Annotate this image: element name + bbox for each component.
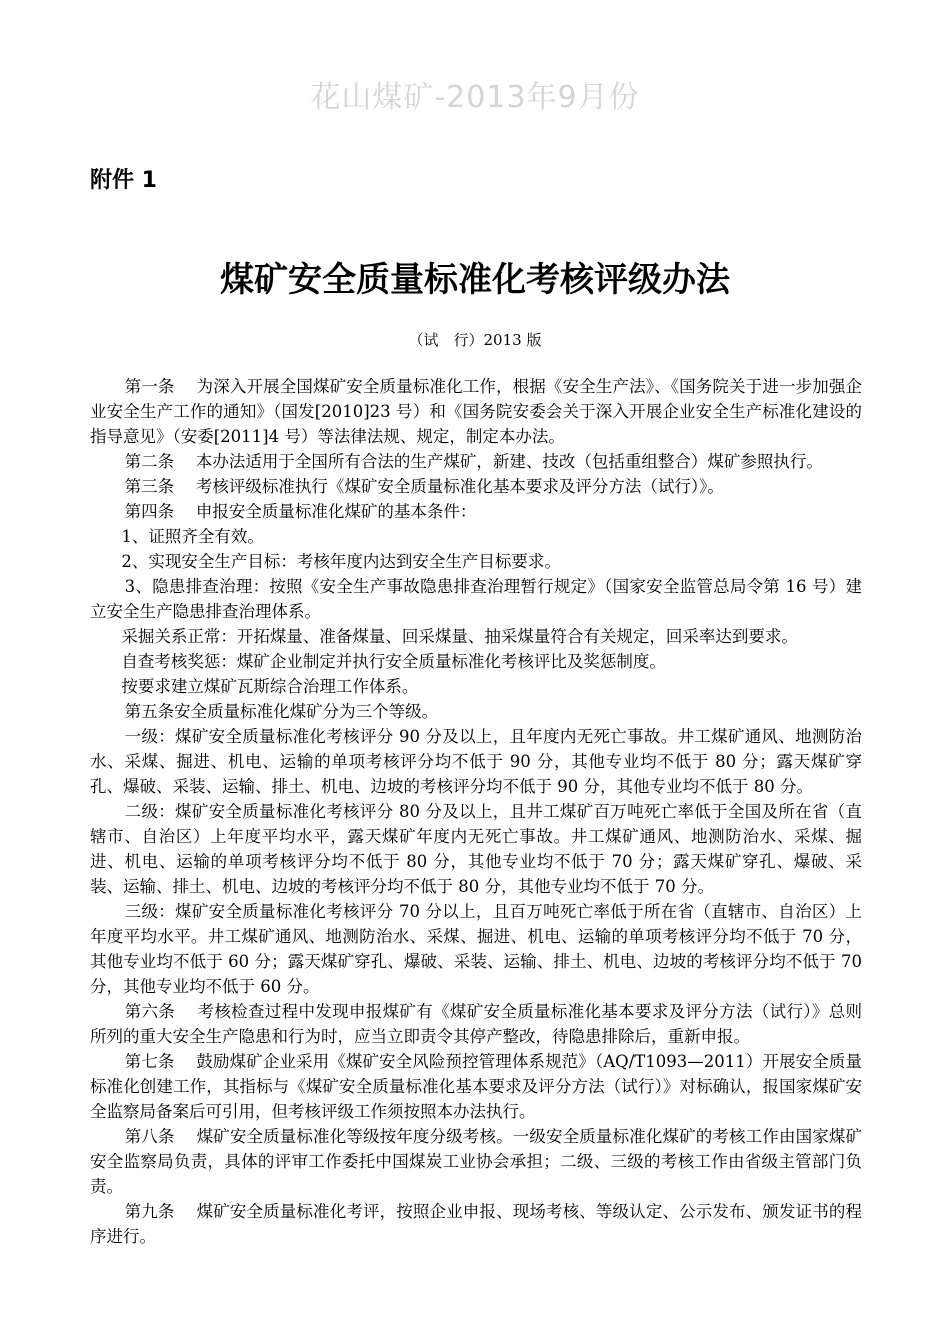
- paragraph-level-3: 三级：煤矿安全质量标准化考核评分 70 分以上，且百万吨死亡率低于所在省（直辖市、自治区）上年度平均水平。井工煤矿通风、地测防治水、采煤、掘进、机电、运输的单项考核评分均不低于 70 分，其他专业均不低于 60 分；露天煤矿穿孔、爆破、采装、运输、排土、机电、边坡的考核评分均不低于 70 分，其他专业均不低于 60 分。: [90, 902, 862, 996]
- paragraph-article-5: 第五条安全质量标准化煤矿分为三个等级。: [124, 702, 439, 721]
- paragraph-article-8: 第八条 煤矿安全质量标准化等级按年度分级考核。一级安全质量标准化煤矿的考核工作由国家煤矿安全监察局负责，具体的评审工作委托中国煤炭工业协会承担；二级、三级的考核工作由省级主管部门负责。: [90, 1127, 862, 1196]
- paragraph-condition-1: 1、证照齐全有效。: [121, 527, 264, 546]
- document-title: 煤矿安全质量标准化考核评级办法: [220, 260, 730, 300]
- paragraph-condition-2: 2、实现安全生产目标：考核年度内达到安全生产目标要求。: [121, 552, 561, 571]
- paragraph-article-6: 第六条 考核检查过程中发现申报煤矿有《煤矿安全质量标准化基本要求及评分方法（试行）》总则所列的重大安全生产隐患和行为时，应当立即责令其停产整改，待隐患排除后，重新申报。: [90, 1002, 862, 1046]
- watermark-text: 花山煤矿-2013年9月份: [310, 80, 640, 115]
- document-subtitle: （试 行）2013 版: [408, 331, 542, 349]
- paragraph-level-2: 二级：煤矿安全质量标准化考核评分 80 分及以上，且井工煤矿百万吨死亡率低于全国及所在省（直辖市、自治区）上年度平均水平，露天煤矿年度内无死亡事故。井工煤矿通风、地测防治水、采煤、掘进、机电、运输的单项考核评分均不低于 80 分，其他专业均不低于 70 分；露天煤矿穿孔、爆破、采装、运输、排土、机电、边坡的考核评分均不低于 80 分，其他专业均不低于 70 分。: [90, 802, 862, 896]
- paragraph-condition-3: 3、隐患排查治理：按照《安全生产事故隐患排查治理暂行规定》（国家安全监管总局令第 16 号）建立安全生产隐患排查治理体系。: [90, 577, 862, 621]
- paragraph-article-4: 第四条 申报安全质量标准化煤矿的基本条件：: [124, 502, 477, 521]
- attachment-label: 附件 1: [90, 168, 157, 193]
- paragraph-article-2: 第二条 本办法适用于全国所有合法的生产煤矿，新建、技改（包括重组整合）煤矿参照执行。: [124, 452, 823, 471]
- paragraph-condition-4: 采掘关系正常：开拓煤量、准备煤量、回采煤量、抽采煤量符合有关规定，回采率达到要求。: [121, 627, 798, 646]
- paragraph-article-3: 第三条 考核评级标准执行《煤矿安全质量标准化基本要求及评分方法（试行）》。: [124, 477, 724, 496]
- paragraph-level-1: 一级：煤矿安全质量标准化考核评分 90 分及以上，且年度内无死亡事故。井工煤矿通风、地测防治水、采煤、掘进、机电、运输的单项考核评分均不低于 90 分，其他专业均不低于 80 分；露天煤矿穿孔、爆破、采装、运输、排土、机电、边坡的考核评分均不低于 90 分，其他专业均不低于 80 分。: [90, 727, 862, 796]
- paragraph-condition-6: 按要求建立煤矿瓦斯综合治理工作体系。: [121, 677, 419, 696]
- document-body: [90, 374, 862, 1249]
- paragraph-article-7: 第七条 鼓励煤矿企业采用《煤矿安全风险预控管理体系规范》（AQ/T1093—2011）开展安全质量标准化创建工作，其指标与《煤矿安全质量标准化基本要求及评分方法（试行）》对标确认，报国家煤矿安全监察局备案后可引用，但考核评级工作须按照本办法执行。: [90, 1052, 862, 1121]
- paragraph-condition-5: 自查考核奖惩：煤矿企业制定并执行安全质量标准化考核评比及奖惩制度。: [121, 652, 666, 671]
- paragraph-article-1: 第一条 为深入开展全国煤矿安全质量标准化工作，根据《安全生产法》、《国务院关于进一步加强企业安全生产工作的通知》（国发[2010]23 号）和《国务院安委会关于深入开展企业安全生产标准化建设的指导意见》（安委[2011]4 号）等法律法规、规定，制定本办法。: [90, 377, 862, 446]
- paragraph-article-9: 第九条 煤矿安全质量标准化考评，按照企业申报、现场考核、等级认定、公示发布、颁发证书的程序进行。: [90, 1202, 862, 1246]
